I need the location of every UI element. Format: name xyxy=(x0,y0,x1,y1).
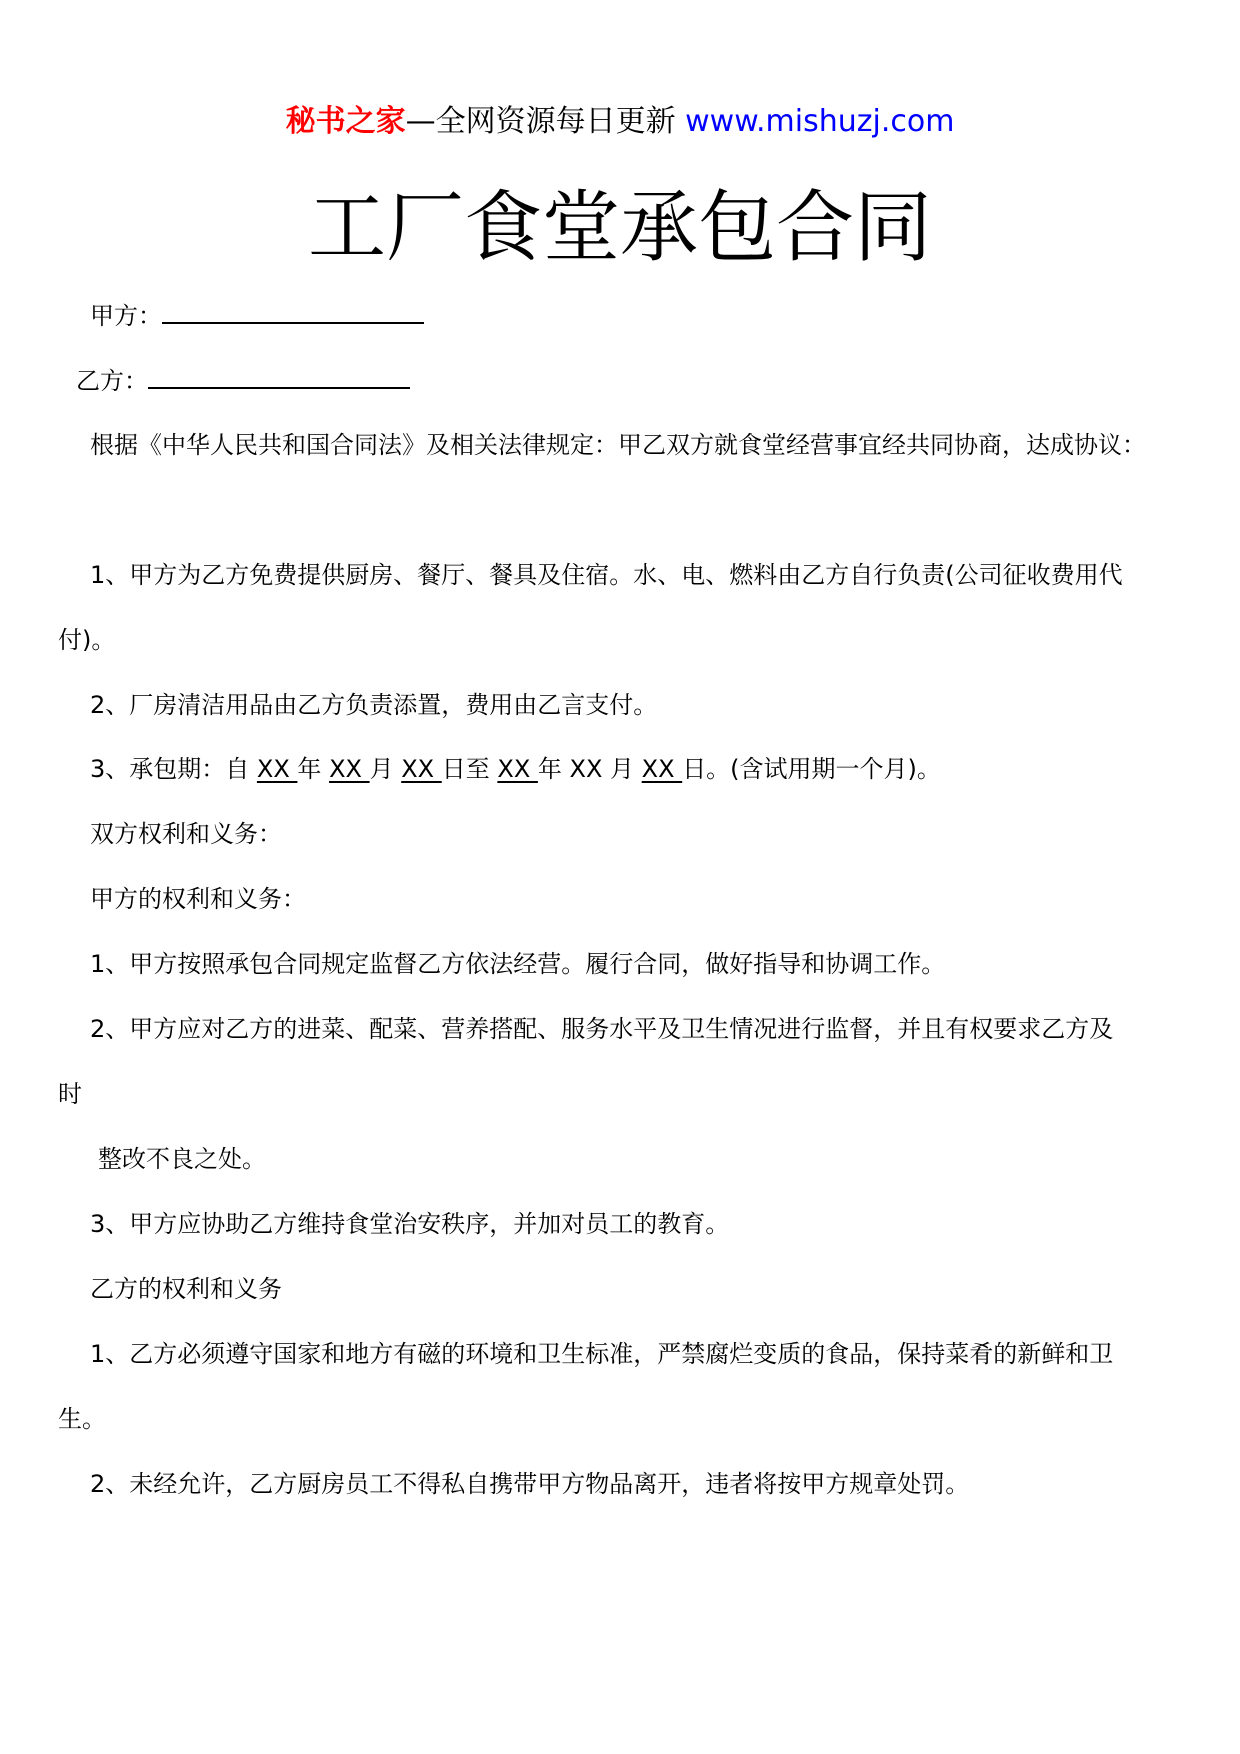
party-b-item-2: 2、未经允许，乙方厨房员工不得私自携带甲方物品离开，违者将按甲方规章处罚。 xyxy=(90,1470,970,1498)
party-b-blank xyxy=(148,363,410,389)
party-a-label: 甲方： xyxy=(90,302,162,330)
clause-1-line-1: 1、甲方为乙方免费提供厨房、餐厅、餐具及住宿。水、电、燃料由乙方自行负责(公司征收费用代 xyxy=(90,561,1123,589)
party-b-item-1-line-2: 生。 xyxy=(58,1405,106,1433)
clause-3 xyxy=(90,752,941,786)
rights-heading: 双方权利和义务： xyxy=(90,820,282,848)
party-b-label: 乙方： xyxy=(76,367,148,395)
brand-name: 秘书之家 xyxy=(285,104,406,139)
site-link[interactable]: www.mishuzj.com xyxy=(685,104,955,139)
party-a-item-1: 1、甲方按照承包合同规定监督乙方依法经营。履行合同，做好指导和协调工作。 xyxy=(90,950,946,978)
start-month-placeholder: XX xyxy=(329,755,370,783)
party-a-item-2-line-2: 时 xyxy=(58,1080,82,1108)
clause-3-year-1: 年 xyxy=(297,755,330,783)
party-b-line xyxy=(76,363,410,398)
clause-3-day-to: 日至 xyxy=(441,755,498,783)
party-a-item-2-line-3: 整改不良之处。 xyxy=(98,1145,266,1173)
start-day-placeholder: XX xyxy=(401,755,442,783)
party-a-item-2-line-1: 2、甲方应对乙方的进菜、配菜、营养搭配、服务水平及卫生情况进行监督，并且有权要求乙方及 xyxy=(90,1015,1114,1043)
start-year-placeholder: XX xyxy=(256,755,298,783)
party-a-item-3: 3、甲方应协助乙方维持食堂治安秩序，并加对员工的教育。 xyxy=(90,1210,730,1238)
party-a-section-heading: 甲方的权利和义务： xyxy=(90,885,306,913)
clause-2: 2、厂房清洁用品由乙方负责添置，费用由乙言支付。 xyxy=(90,691,658,719)
header-tagline: —全网资源每日更新 xyxy=(405,104,686,139)
preamble: 根据《中华人民共和国合同法》及相关法律规定：甲乙双方就食堂经营事宜经共同协商，达成协议： xyxy=(90,431,1146,459)
party-b-item-1-line-1: 1、乙方必须遵守国家和地方有磁的环境和卫生标准，严禁腐烂变质的食品，保持菜肴的新鲜和卫 xyxy=(90,1340,1114,1368)
end-year-placeholder: XX xyxy=(497,755,538,783)
end-day-placeholder: XX xyxy=(641,755,683,783)
clause-3-year-month: 年 XX 月 xyxy=(537,755,642,783)
document-title: 工厂食堂承包合同 xyxy=(307,183,932,273)
clause-1-line-2: 付)。 xyxy=(58,626,116,654)
party-b-section-heading: 乙方的权利和义务 xyxy=(90,1275,282,1303)
clause-3-month-1: 月 xyxy=(369,755,402,783)
clause-3-prefix: 3、承包期：自 xyxy=(90,755,257,783)
clause-3-suffix: 日。(含试用期一个月)。 xyxy=(682,755,941,783)
site-header xyxy=(0,100,1240,144)
party-a-blank xyxy=(162,298,424,324)
party-a-line xyxy=(90,298,424,333)
